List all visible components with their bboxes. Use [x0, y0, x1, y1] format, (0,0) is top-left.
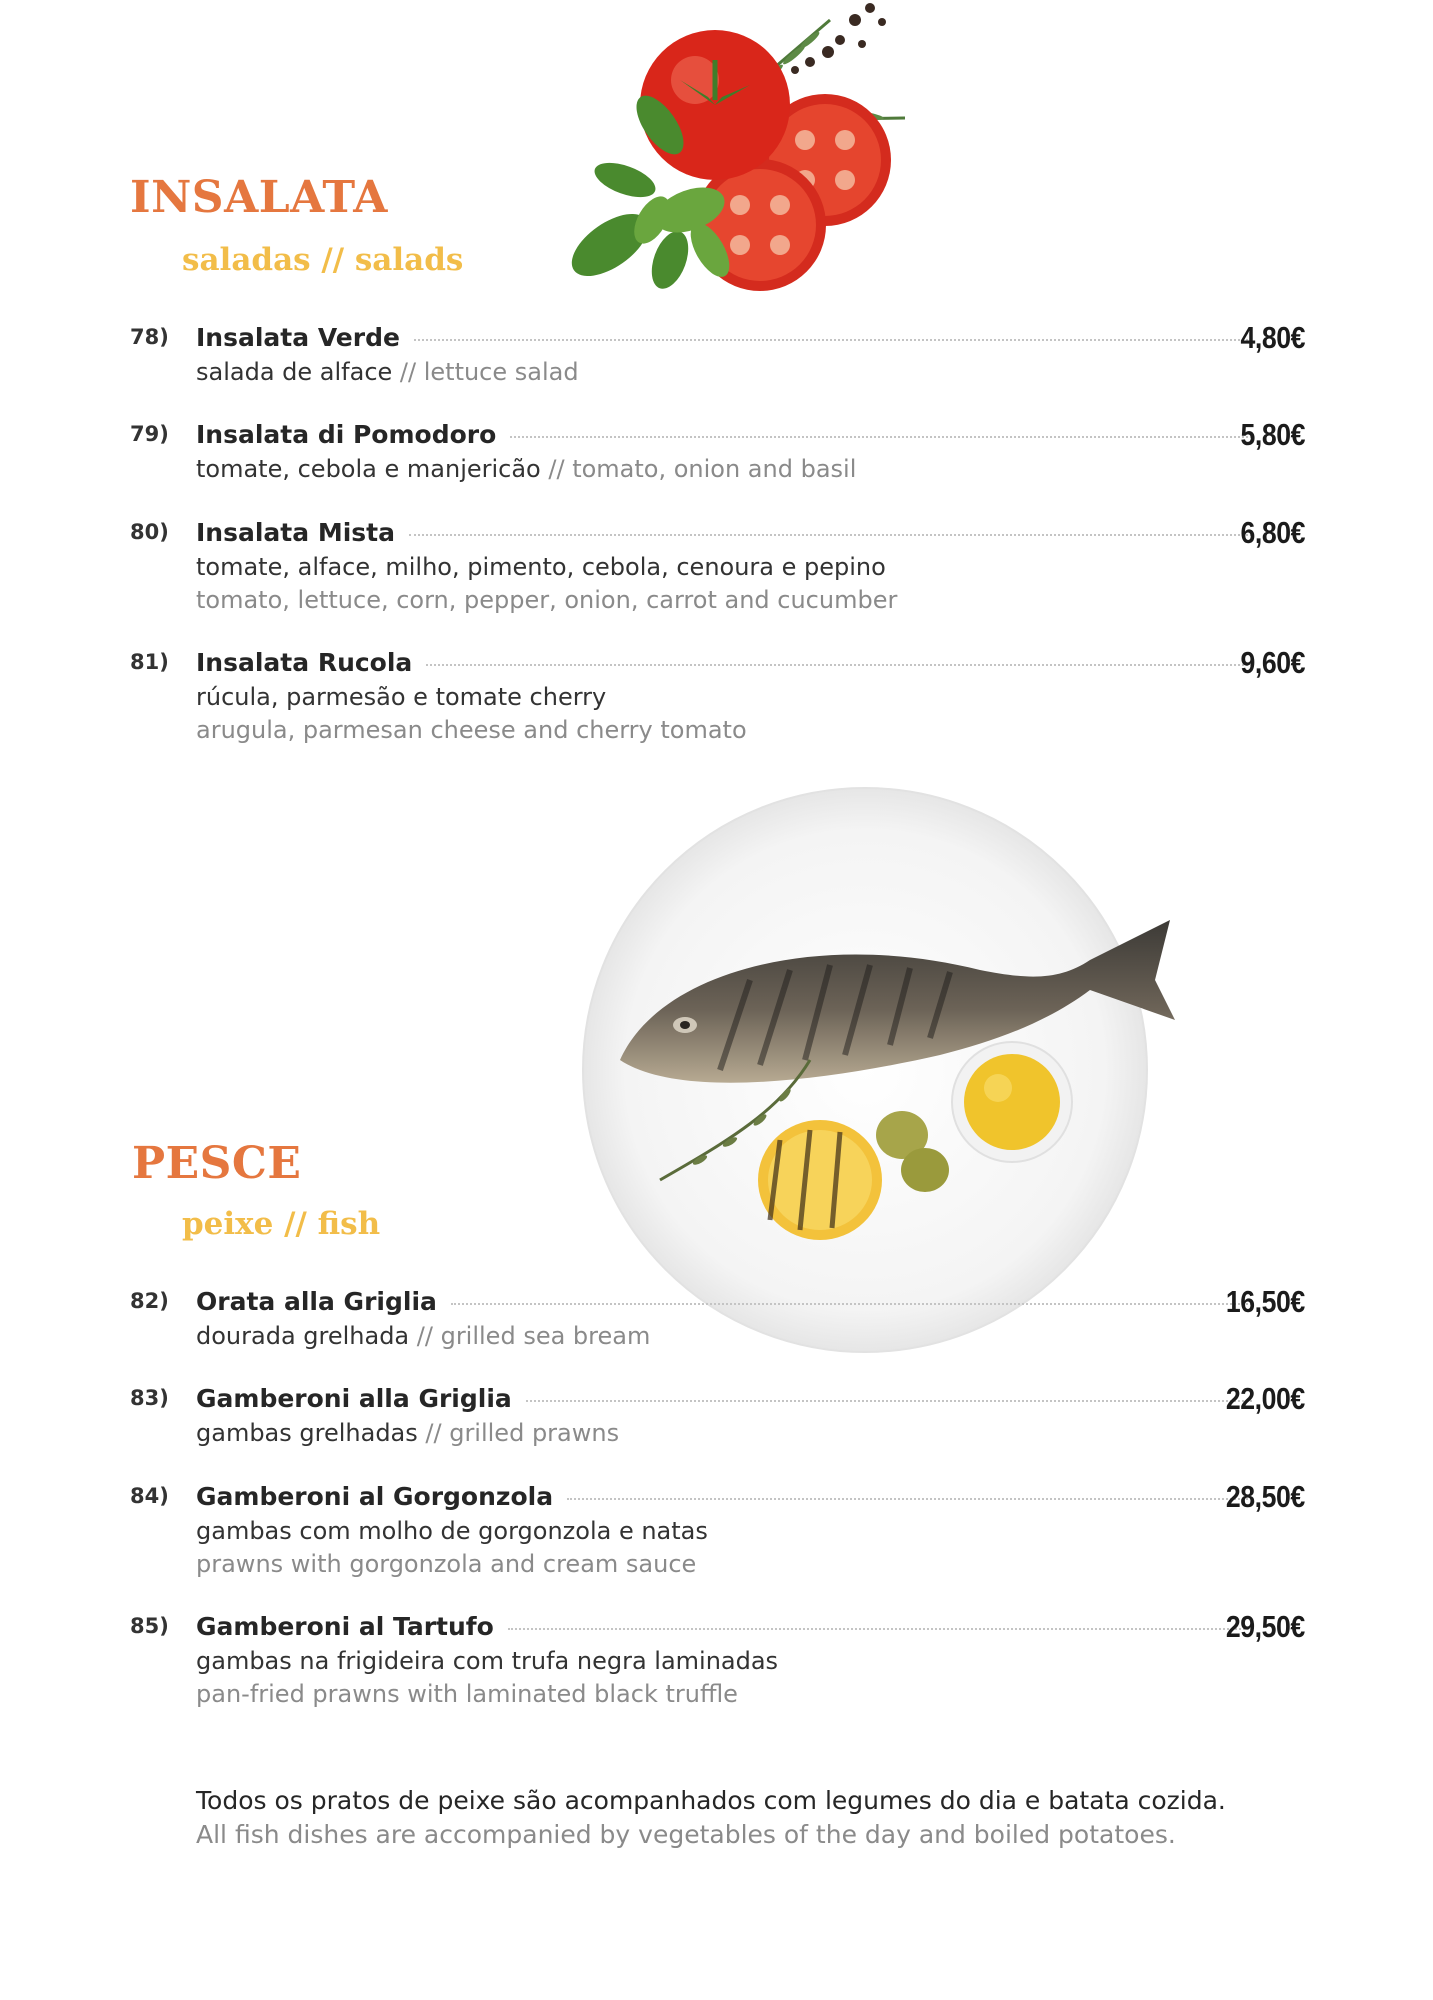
item-price: 16,50€ — [1226, 1284, 1305, 1319]
fish-subtitle: peixe // fish — [182, 1206, 381, 1242]
item-number: 84) — [130, 1484, 169, 1508]
description-pt: gambas grelhadas — [196, 1419, 418, 1447]
dot-leader — [414, 337, 1252, 341]
item-description-en: prawns with gorgonzola and cream sauce — [196, 1550, 697, 1578]
item-number: 85) — [130, 1614, 169, 1638]
description-pt: salada de alface — [196, 358, 393, 386]
item-price: 28,50€ — [1226, 1479, 1305, 1514]
item-description-en: pan-fried prawns with laminated black truffle — [196, 1680, 738, 1708]
description-en: lettuce salad — [423, 358, 579, 386]
item-description — [196, 1320, 650, 1353]
description-en: grilled sea bream — [440, 1322, 651, 1350]
item-number: 79) — [130, 422, 169, 446]
description-pt: tomate, cebola e manjericão — [196, 455, 541, 483]
tomato-basil-image — [510, 0, 950, 310]
item-name: Gamberoni al Gorgonzola — [196, 1482, 554, 1511]
item-price: 5,80€ — [1240, 417, 1305, 452]
fish-title: PESCE — [132, 1138, 302, 1189]
item-number: 80) — [130, 520, 169, 544]
description-pt: rúcula, parmesão e tomate cherry — [196, 683, 607, 711]
dot-leader — [451, 1301, 1252, 1305]
dot-leader — [567, 1496, 1252, 1500]
description-pt: dourada grelhada — [196, 1322, 410, 1350]
description-pt: tomate, alface, milho, pimento, cebola, cenoura e pepino — [196, 553, 886, 581]
item-description-en: arugula, parmesan cheese and cherry tomato — [196, 716, 747, 744]
item-description — [196, 356, 579, 389]
salads-title: INSALATA — [130, 172, 388, 223]
description-separator: // — [409, 1322, 441, 1350]
dot-leader — [510, 434, 1252, 438]
item-price: 9,60€ — [1240, 645, 1305, 680]
item-price: 6,80€ — [1240, 515, 1305, 550]
footnote-en: All fish dishes are accompanied by vegetables of the day and boiled potatoes. — [196, 1820, 1176, 1849]
item-name: Orata alla Griglia — [196, 1287, 437, 1316]
item-price: 29,50€ — [1226, 1609, 1305, 1644]
item-number: 83) — [130, 1386, 169, 1410]
grilled-fish-image — [580, 780, 1180, 1360]
description-separator: // — [392, 358, 424, 386]
item-number: 78) — [130, 325, 169, 349]
dot-leader — [409, 532, 1252, 536]
item-number: 82) — [130, 1289, 169, 1313]
dot-leader — [526, 1398, 1252, 1402]
description-separator: // — [540, 455, 573, 483]
item-price: 4,80€ — [1240, 320, 1305, 355]
item-description — [196, 551, 886, 584]
description-separator: // — [417, 1419, 450, 1447]
item-name: Gamberoni al Tartufo — [196, 1612, 494, 1641]
item-description — [196, 453, 856, 486]
item-price: 22,00€ — [1226, 1381, 1305, 1416]
description-pt: gambas com molho de gorgonzola e natas — [196, 1517, 708, 1545]
dot-leader — [426, 662, 1252, 666]
footnote-pt: Todos os pratos de peixe são acompanhados com legumes do dia e batata cozida. — [196, 1786, 1226, 1815]
item-description-en: tomato, lettuce, corn, pepper, onion, carrot and cucumber — [196, 586, 898, 614]
item-name: Insalata Verde — [196, 323, 400, 352]
description-pt: gambas na frigideira com trufa negra laminadas — [196, 1647, 779, 1675]
dot-leader — [508, 1626, 1252, 1630]
item-name: Insalata di Pomodoro — [196, 420, 497, 449]
item-number: 81) — [130, 650, 169, 674]
item-name: Insalata Mista — [196, 518, 395, 547]
item-name: Gamberoni alla Griglia — [196, 1384, 512, 1413]
item-description — [196, 1515, 708, 1548]
description-en: grilled prawns — [449, 1419, 620, 1447]
salads-subtitle: saladas // salads — [182, 242, 464, 278]
description-en: tomato, onion and basil — [572, 455, 857, 483]
item-description — [196, 1417, 619, 1450]
item-name: Insalata Rucola — [196, 648, 413, 677]
item-description — [196, 1645, 778, 1678]
item-description — [196, 681, 606, 714]
